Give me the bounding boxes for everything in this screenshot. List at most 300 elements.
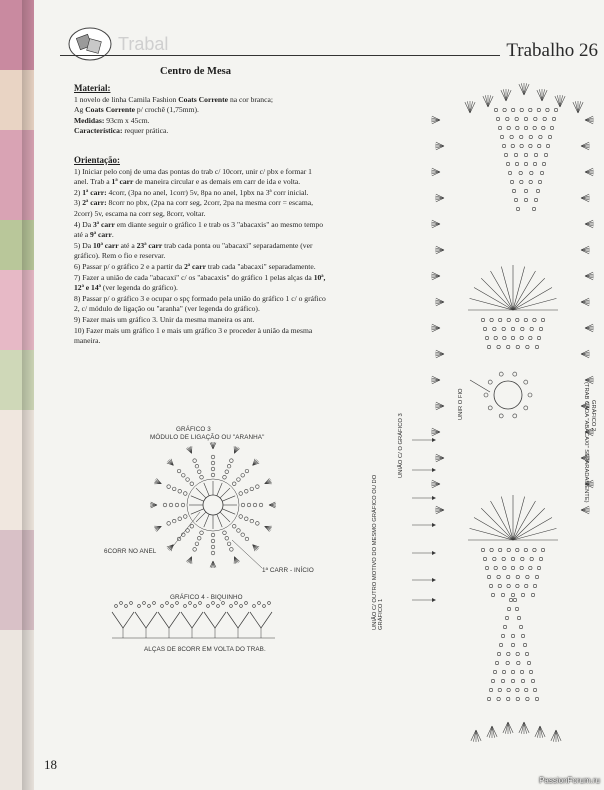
pineapple-chain (530, 557, 533, 560)
step-1: 1) Iniciar pelo conj de uma das pontas do trab c/ 10corr, unir c/ pbx e formar 1 anel. Trab a 1ª carr de maneira circular e as demais em carr de ida e volta. (74, 166, 312, 187)
pineapple-chain (517, 661, 520, 664)
top-shell (537, 89, 547, 101)
pineapple-chain (510, 135, 513, 138)
grafico3-chain (190, 482, 194, 486)
center-fan-ray (470, 298, 513, 310)
pineapple-chain (533, 318, 536, 321)
grafico4-picot (250, 612, 272, 628)
grafico3-chain (211, 551, 215, 555)
grafico3-petal (234, 446, 240, 453)
watermark: PassionForum.ru (539, 776, 600, 785)
grafico3-title: GRÁFICO 3 (176, 426, 211, 433)
pineapple-chain (525, 584, 528, 587)
grafico3-spoke (220, 512, 230, 522)
pineapple-chain (521, 593, 524, 596)
pineapple-chain (526, 345, 529, 348)
pineapple-chain (506, 661, 509, 664)
pineapple-chain (526, 575, 529, 578)
pineapple-chain (537, 336, 540, 339)
grafico4-chain (189, 602, 192, 605)
grafico3-petal (210, 561, 216, 568)
grafico3-petal (167, 545, 174, 552)
right-edge-shell (585, 168, 594, 176)
grafico4-chain (222, 602, 225, 605)
grafico4-chain (240, 605, 243, 608)
grafico3-chain (247, 503, 251, 507)
pineapple-chain (542, 162, 545, 165)
junction-chain (513, 414, 517, 418)
pineapple-chain (493, 557, 496, 560)
grafico3-chain (232, 482, 236, 486)
pineapple-chain (485, 336, 488, 339)
pineapple-chain (507, 652, 510, 655)
grafico3-chain (211, 545, 215, 549)
pineapple-chain (533, 688, 536, 691)
pineapple-chain (499, 643, 502, 646)
grafico3-spoke (217, 514, 222, 527)
pineapple-chain (507, 318, 510, 321)
pineapple-chain (511, 670, 514, 673)
grafico3-chain (163, 503, 167, 507)
left-edge-shell (431, 220, 440, 228)
grafico3-spoke (220, 488, 230, 498)
grafico3-chain (237, 529, 241, 533)
step-5: 5) Da 10ª carr até a 23ª carr trab cada ponta ou "abacaxi" separadamente (ver gráfico). Rem o fio e reservar. (74, 240, 313, 261)
top-shell (465, 101, 475, 113)
union-arrow-head (432, 523, 436, 527)
pineapple-chain (530, 171, 533, 174)
grafico4-picot (204, 612, 226, 628)
pineapple-chain (481, 548, 484, 551)
pineapple-chain (512, 189, 515, 192)
step-6: 6) Passar p/ o gráfico 2 e a partir da 2ª carr trab cada "abacaxi" separadamente. (74, 261, 316, 271)
pineapple-chain (500, 135, 503, 138)
grafico3-chain (223, 531, 227, 535)
pineapple-chain (498, 584, 501, 587)
right-edge-shell (585, 220, 594, 228)
pineapple-chain (489, 584, 492, 587)
grafico3-petal (253, 545, 260, 552)
right-edge-shell (581, 142, 590, 150)
grafico3-chain (241, 533, 245, 537)
pineapple-chain (511, 634, 514, 637)
grafico3-chain (259, 503, 263, 507)
grafico3-chain (169, 503, 173, 507)
bottom-shell (487, 726, 497, 738)
pineapple-chain (542, 126, 545, 129)
grafico3-chain (197, 470, 201, 474)
material-line-1: 1 novelo de linha Camila Fashion Coats Corrente na cor branca; (74, 94, 273, 104)
step-10: 10) Fazer mais um gráfico 1 e mais um gráfico 3 e proceder à união da mesma maneira. (74, 325, 313, 346)
junction-chain (528, 393, 532, 397)
unir-fio-label: UNIR O FIO (458, 388, 464, 420)
grafico4-chain (253, 605, 256, 608)
pineapple-chain (494, 566, 497, 569)
medidas-line: Medidas: 93cm x 45cm. (74, 115, 150, 125)
pineapple-chain (529, 336, 532, 339)
grafico4-picot (112, 612, 134, 628)
pineapple-chain (538, 180, 541, 183)
pineapple-chain (481, 318, 484, 321)
pineapple-chain (485, 566, 488, 569)
right-edge-shell (581, 506, 590, 514)
pineapple-chain (503, 566, 506, 569)
pineapple-chain (509, 598, 512, 601)
pineapple-chain (487, 697, 490, 700)
grafico4-chain (130, 602, 133, 605)
material-line-2: Ag Coats Corrente p/ crochê (1,75mm). (74, 105, 199, 115)
pineapple-chain (511, 144, 514, 147)
junction-chain (524, 380, 528, 384)
grafico3-petal (265, 526, 272, 532)
grafico3-spoke (204, 483, 209, 496)
pineapple-chain (520, 670, 523, 673)
pineapple-chain (529, 135, 532, 138)
grafico4-picot (181, 612, 203, 628)
grafico4-chain (120, 602, 123, 605)
grafico3-chain (167, 522, 171, 526)
grafico3-chain (172, 487, 176, 491)
pineapple-chain (529, 144, 532, 147)
pineapple-chain (534, 198, 537, 201)
grafico3-petal (167, 459, 174, 466)
grafico3-petal (186, 446, 192, 453)
pineapple-chain (529, 108, 532, 111)
grafico4-chain (194, 605, 197, 608)
pineapple-chain (506, 117, 509, 120)
pineapple-chain (535, 697, 538, 700)
pineapple-chain (503, 336, 506, 339)
pineapple-chain (503, 625, 506, 628)
right-edge-shell (581, 246, 590, 254)
pineapple-chain (507, 126, 510, 129)
grafico3-chain (197, 536, 201, 540)
pineapple-chain (533, 548, 536, 551)
grafico3-petal (154, 478, 161, 484)
grafico3-spoke (222, 509, 235, 514)
pineapple-chain (531, 679, 534, 682)
pineapple-chain (516, 126, 519, 129)
pineapple-chain (534, 117, 537, 120)
pineapple-chain (532, 207, 535, 210)
pineapple-chain (511, 593, 514, 596)
pineapple-chain (508, 171, 511, 174)
left-edge-shell (431, 428, 440, 436)
grafico3-subtitle: MÓDULO DE LIGAÇÃO OU "ARANHA" (150, 434, 265, 441)
grafico3-chain (241, 503, 245, 507)
grafico3-center-ring (203, 495, 223, 515)
union-arrow-head (432, 438, 436, 442)
grafico3-chain (250, 519, 254, 523)
pineapple-chain (483, 327, 486, 330)
left-edge-shell (431, 272, 440, 280)
grafico3-chain (230, 548, 234, 552)
grafico3-chain (245, 537, 249, 541)
grafico3-chain (183, 492, 187, 496)
grafico3-chain (245, 469, 249, 473)
grafico3-petal (154, 526, 161, 532)
grafico3-chain (186, 478, 190, 482)
grafico3-chain (177, 469, 181, 473)
pineapple-chain (507, 575, 510, 578)
grafico4-chain (161, 605, 164, 608)
grafico4-chain (230, 605, 233, 608)
left-edge-shell (435, 402, 444, 410)
grafico4-chain (115, 605, 118, 608)
step-7: 7) Fazer a união de cada "abacaxi" c/ os "abacaxis" do gráfico 1 pelas alças da 10ª, 12ª e 14ª (ver legenda do gráfico). (74, 272, 326, 293)
pineapple-chain (487, 575, 490, 578)
grafico3-petal (253, 459, 260, 466)
pineapple-chain (516, 345, 519, 348)
pineapple-chain (493, 670, 496, 673)
grafico3-chain (211, 539, 215, 543)
right-edge-shell (585, 116, 594, 124)
grafico2-label: GRÁFICO 2 (590, 400, 596, 432)
left-edge-shell (431, 376, 440, 384)
pineapple-chain (501, 593, 504, 596)
pineapple-chain (511, 336, 514, 339)
pineapple-chain (540, 171, 543, 174)
grafico3-chain (211, 467, 215, 471)
top-shell (573, 101, 583, 113)
grafico3-inicio-label: 1ª CARR - INÍCIO (262, 567, 314, 574)
grafico3-petal (150, 502, 157, 508)
grafico3-spoke (191, 496, 204, 501)
pineapple-chain (507, 584, 510, 587)
pineapple-chain (520, 108, 523, 111)
top-shell (555, 95, 565, 107)
pineapple-chain (494, 108, 497, 111)
grafico3-chain (239, 492, 243, 496)
pineapple-chain (544, 153, 547, 156)
pineapple-chain (516, 652, 519, 655)
pineapple-chain (520, 135, 523, 138)
left-edge-shell (435, 246, 444, 254)
pineapple-chain (498, 126, 501, 129)
pineapple-chain (516, 688, 519, 691)
pineapple-chain (524, 548, 527, 551)
pineapple-chain (497, 345, 500, 348)
grafico3-chain (253, 503, 257, 507)
junction-chain (524, 406, 528, 410)
page-number: 18 (44, 757, 57, 772)
pineapple-chain (539, 135, 542, 138)
header-ghost-text: Trabal (118, 34, 169, 54)
grafico4-chain (199, 602, 202, 605)
pineapple-chain (511, 108, 514, 111)
grafico4-chain (268, 602, 271, 605)
right-edge-shell (581, 350, 590, 358)
pineapple-chain (524, 153, 527, 156)
pineapple-chain (524, 162, 527, 165)
pineapple-chain (516, 207, 519, 210)
grafico4-picot (227, 612, 249, 628)
grafico4-chain (258, 602, 261, 605)
pineapple-chain (529, 670, 532, 673)
pineapple-chain (507, 607, 510, 610)
grafico4-chain (176, 602, 179, 605)
pineapple-chain (517, 616, 520, 619)
grafico3-petal (234, 557, 240, 564)
grafico3-chain (250, 487, 254, 491)
pineapple-chain (497, 697, 500, 700)
grafico3-chain (237, 478, 241, 482)
grafico4-chain (166, 602, 169, 605)
grafico3-chain (244, 517, 248, 521)
uniao-grafico3-label: UNIÃO C/ O GRÁFICO 3 (398, 413, 404, 478)
pineapple-chain (490, 318, 493, 321)
pineapple-chain (537, 108, 540, 111)
pineapple-chain (511, 557, 514, 560)
pineapple-chain (514, 153, 517, 156)
bottom-shell (519, 722, 529, 734)
pineapple-chain (548, 135, 551, 138)
pineapple-chain (514, 198, 517, 201)
right-edge-shell (585, 272, 594, 280)
pineapple-chain (507, 345, 510, 348)
grafico4-chain (143, 602, 146, 605)
grafico4-title: GRÁFICO 4 - BIQUINHO (170, 594, 243, 601)
grafico3-chain (195, 542, 199, 546)
grafico3-chain (172, 519, 176, 523)
grafico4-chain (235, 602, 238, 605)
grafico4-chain (212, 602, 215, 605)
junction-chain (513, 372, 517, 376)
lower-fan-ray (513, 497, 525, 540)
uniao-grafico1-label: UNIÃO C/ OUTRO MOTIVO DO MESMO GRÁFICO OU DO GRÁFICO 1 (372, 474, 384, 630)
pineapple-chain (521, 634, 524, 637)
left-edge-shell (435, 142, 444, 150)
pineapple-chain (483, 557, 486, 560)
pineapple-chain (521, 679, 524, 682)
grafico3-chain (239, 515, 243, 519)
bottom-shell (535, 726, 545, 738)
page-title: Trabalho 26 (506, 40, 598, 61)
pineapple-chain (491, 593, 494, 596)
step-9: 9) Fazer mais um gráfico 3. Unir da mesma maneira os ant. (74, 314, 255, 324)
pineapple-chain (516, 697, 519, 700)
left-edge-shell (435, 454, 444, 462)
grafico4-chain (263, 605, 266, 608)
pineapple-chain (495, 661, 498, 664)
pineapple-chain (539, 327, 542, 330)
grafico3-chain (195, 464, 199, 468)
grafico3-chain (178, 489, 182, 493)
left-edge-shell (435, 298, 444, 306)
pineapple-chain (506, 162, 509, 165)
step-8: 8) Passar p/ o gráfico 3 e ocupar o spç formado pela união do gráfico 1 c/ o gráfico 2, c/ módulo de ligação ou "aranha" (ver legenda do gráfico). (74, 293, 326, 314)
junction-chain (484, 393, 488, 397)
pineapple-chain (498, 548, 501, 551)
grafico3-chain (225, 470, 229, 474)
pineapple-chain (520, 566, 523, 569)
pineapple-chain (535, 575, 538, 578)
pineapple-chain (521, 557, 524, 560)
pineapple-chain (552, 117, 555, 120)
left-edge-shell (431, 480, 440, 488)
grafico4-chain (207, 605, 210, 608)
pineapple-chain (498, 688, 501, 691)
grafico3-chain (227, 464, 231, 468)
pineapple-chain (523, 643, 526, 646)
pineapple-chain (515, 162, 518, 165)
pineapple-chain (526, 697, 529, 700)
left-edge-shell (435, 350, 444, 358)
pineapple-chain (535, 345, 538, 348)
pineapple-chain (516, 548, 519, 551)
grafico3-chain (181, 503, 185, 507)
grafico3-chain (223, 475, 227, 479)
pineapple-chain (491, 679, 494, 682)
grafico2-sub-label: (TRAB CADA "ABACAXI" SEPARADAMENTE) (583, 382, 589, 503)
top-shell (501, 89, 511, 101)
grafico3-spoke (191, 509, 204, 514)
pineapple-chain (543, 117, 546, 120)
grafico3-spoke (196, 512, 206, 522)
step-2: 2) 1ª carr: 4corr, (3pa no anel, 1corr) 5v, 8pa no anel, 1pbx na 3ª corr inicial. (74, 187, 309, 197)
union-arrow-head (432, 468, 436, 472)
grafico3-chain (256, 485, 260, 489)
material-heading: Material: (74, 83, 111, 93)
left-edge-shell (431, 116, 440, 124)
caracteristica-line: Característica: requer prática. (74, 126, 169, 136)
grafico3-chain (190, 524, 194, 528)
grafico3-chain (244, 489, 248, 493)
article-title: Centro de Mesa (160, 66, 231, 77)
pineapple-chain (497, 652, 500, 655)
center-fan-ray (513, 298, 556, 310)
pineapple-chain (505, 616, 508, 619)
junction-chain (488, 380, 492, 384)
pineapple-chain (536, 189, 539, 192)
right-edge-shell (581, 298, 590, 306)
center-fan-ray (513, 267, 525, 310)
lower-fan-ray (501, 497, 513, 540)
orientacao-heading: Orientação: (74, 155, 120, 165)
junction-chain (499, 414, 503, 418)
grafico3-chain (211, 533, 215, 537)
pineapple-chain (493, 327, 496, 330)
bottom-shell (471, 730, 481, 742)
grafico3-chain (232, 524, 236, 528)
grafico3-chain (225, 536, 229, 540)
pineapple-chain (501, 679, 504, 682)
grafico3-inicio-pointer (232, 540, 262, 568)
grafico4-chain (148, 605, 151, 608)
union-arrow-head (432, 598, 436, 602)
lower-fan-ray (470, 528, 513, 540)
grafico3-spoke (196, 488, 206, 498)
pineapple-chain (515, 117, 518, 120)
pineapple-chain (533, 162, 536, 165)
grafico3-spoke (204, 514, 209, 527)
grafico4-chain (184, 605, 187, 608)
grafico3-chain (178, 517, 182, 521)
grafico3-petal (269, 502, 276, 508)
top-shell (483, 95, 493, 107)
pineapple-chain (520, 144, 523, 147)
pineapple-chain (516, 318, 519, 321)
pineapple-chain (507, 688, 510, 691)
grafico3-chain (200, 475, 204, 479)
pineapple-chain (520, 336, 523, 339)
grafico3-spoke (222, 496, 235, 501)
pineapple-chain (538, 144, 541, 147)
pineapple-chain (501, 634, 504, 637)
pineapple-chain (537, 566, 540, 569)
left-edge-shell (431, 324, 440, 332)
pineapple-chain (533, 584, 536, 587)
